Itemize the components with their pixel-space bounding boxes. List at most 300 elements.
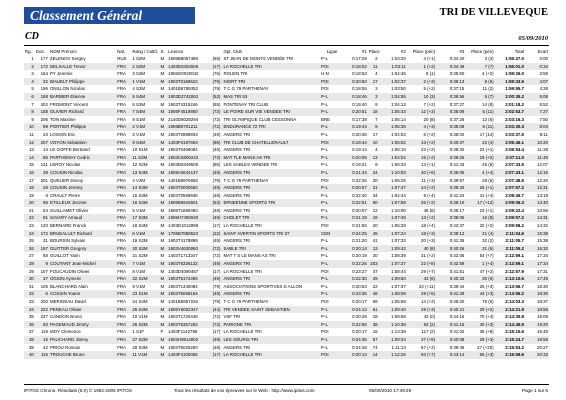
table-cell: 0:18:46 bbox=[338, 93, 367, 101]
table-cell: 0:39:06 bbox=[436, 214, 465, 222]
table-cell: 0:41:15 bbox=[436, 321, 465, 329]
table-cell: 1906A0644137 bbox=[167, 169, 211, 177]
table-cell: (72) bbox=[212, 321, 223, 329]
table-cell: 3 bbox=[368, 93, 379, 101]
table-cell: 81 bbox=[35, 214, 49, 222]
table-cell: 2 bbox=[375, 56, 378, 61]
table-cell: 20 bbox=[372, 223, 378, 229]
table-cell: 0:00 bbox=[539, 56, 548, 61]
table-cell: 10 S1M bbox=[132, 147, 148, 153]
table-cell: 5:08 bbox=[525, 93, 549, 101]
table-cell: ANGERS TRI bbox=[223, 238, 251, 244]
table-cell: P-L bbox=[320, 123, 338, 131]
table-row bbox=[24, 237, 549, 245]
table-cell: 2:11:05.2 bbox=[495, 245, 525, 253]
table-cell: 40 bbox=[24, 351, 35, 359]
table-cell: 117 (2) bbox=[421, 329, 436, 335]
table-cell: 27 bbox=[28, 253, 34, 259]
table-cell: 20 S3M bbox=[131, 245, 152, 253]
table-cell: FRA bbox=[117, 253, 126, 259]
table-cell: PAGEMAUD Jimmy bbox=[49, 321, 116, 329]
table-cell: 2:14:35.8 bbox=[505, 314, 524, 320]
table-cell: 16:32 bbox=[525, 245, 549, 253]
table-cell: 0:37:27 bbox=[449, 101, 465, 107]
table-cell bbox=[152, 101, 160, 109]
table-cell: 3 S2M bbox=[132, 71, 146, 77]
table-cell: 1:04:02 bbox=[379, 154, 407, 162]
table-cell: 19 bbox=[28, 192, 34, 198]
table-cell: ANGERS TRI bbox=[222, 184, 320, 192]
table-cell: 1903T0569936 bbox=[168, 192, 198, 198]
table-cell: 14 S3M bbox=[131, 184, 152, 192]
table-cell: (49) bbox=[212, 290, 223, 298]
table-cell: ANGERS TRI bbox=[223, 207, 251, 213]
table-row bbox=[24, 78, 549, 86]
table-cell: 13 bbox=[28, 147, 34, 153]
table-cell: M bbox=[160, 71, 165, 77]
table-cell: 0:17:29 bbox=[352, 56, 367, 61]
table-cell: P-L bbox=[320, 321, 338, 329]
table-cell: 1903T6068164 bbox=[167, 290, 211, 298]
table-cell: 172 bbox=[35, 63, 49, 71]
table-cell: (72) bbox=[212, 253, 221, 259]
table-cell: 2:03:16.3 bbox=[505, 116, 524, 122]
table-cell: 13 bbox=[368, 245, 379, 253]
table-row bbox=[24, 207, 549, 215]
table-cell: 8 (1) bbox=[426, 71, 436, 77]
table-cell: 20 bbox=[24, 199, 35, 207]
table-cell: (44) bbox=[212, 306, 223, 314]
table-cell: 0:39:26 bbox=[436, 154, 465, 162]
table-cell: (79) bbox=[212, 78, 223, 86]
table-cell: 2:13:56.7 bbox=[505, 283, 524, 289]
table-cell: 0:39:12 bbox=[436, 230, 465, 238]
table-row bbox=[24, 290, 549, 298]
table-cell bbox=[152, 245, 160, 253]
table-cell bbox=[152, 321, 160, 329]
table-cell: 2:14:45.9 bbox=[495, 321, 525, 329]
table-header bbox=[24, 47, 549, 55]
table-cell: 13:40 bbox=[525, 199, 549, 207]
table-row bbox=[24, 336, 549, 344]
table-cell: 9 S4M bbox=[131, 139, 152, 147]
table-cell: P-L bbox=[321, 207, 328, 213]
table-cell: 45 (9) bbox=[482, 162, 494, 168]
table-cell: ANGERS TRI bbox=[222, 290, 320, 298]
table-cell: 1403D4090467 bbox=[168, 268, 199, 274]
table-cell: (49) bbox=[212, 275, 223, 283]
table-cell: 86 bbox=[35, 154, 49, 162]
table-cell: 14 bbox=[368, 351, 379, 359]
table-cell: M bbox=[160, 299, 165, 304]
table-cell: 2:07:43.1 bbox=[495, 169, 525, 177]
table-cell: M bbox=[160, 108, 168, 116]
header-divider bbox=[24, 45, 549, 46]
table-cell: 22 bbox=[24, 214, 35, 222]
table-cell: 6 bbox=[24, 93, 35, 101]
table-cell: 203 bbox=[368, 260, 379, 268]
table-cell: 2:15:59.6 bbox=[495, 351, 525, 359]
table-cell: P-L bbox=[320, 306, 338, 314]
table-cell: 1401B6789352 bbox=[168, 86, 198, 92]
table-cell: 28 (+3) bbox=[465, 336, 494, 344]
table-cell: 2:07:48.5 bbox=[505, 177, 524, 183]
table-cell: 1903C6800243 bbox=[167, 154, 211, 162]
table-cell: ZELENOV Sergey bbox=[49, 56, 86, 61]
table-cell: 1 V1M bbox=[131, 78, 152, 86]
table-cell: 18 (+4) bbox=[421, 223, 436, 229]
table-cell: 1403F4100056 bbox=[167, 351, 211, 359]
table-cell: 0:19:44 bbox=[338, 139, 367, 147]
table-body bbox=[24, 55, 549, 359]
table-cell: 4:07 bbox=[525, 78, 549, 86]
table-cell: GUITTER Gregory bbox=[49, 245, 116, 253]
table-cell: (79) bbox=[212, 283, 221, 289]
table-cell: ANGERS TRI bbox=[222, 169, 320, 177]
table-cell: LE POIRE SUR VIE VENDEE TRI bbox=[222, 108, 320, 116]
table-cell bbox=[152, 306, 160, 314]
table-cell: 19 S2M bbox=[132, 238, 148, 244]
table-cell: 0:21:56 bbox=[352, 223, 367, 229]
table-row bbox=[24, 184, 549, 192]
table-cell: 0:23:35 bbox=[338, 290, 367, 298]
table-cell: POI bbox=[321, 177, 329, 183]
table-cell: 0:20:19 bbox=[352, 253, 367, 259]
table-cell: 1:09:34 bbox=[379, 336, 407, 344]
table-cell: 1:04:44 bbox=[391, 192, 406, 198]
table-cell: 26 (+2) bbox=[407, 199, 436, 207]
footer-timestamp: 05/09/2010 17:49:29 bbox=[369, 388, 412, 393]
table-cell: 14 (8) bbox=[482, 101, 494, 107]
table-cell: ANGERS TRI bbox=[223, 131, 251, 137]
table-cell: M bbox=[160, 78, 168, 86]
table-cell: 0:20:36 bbox=[352, 131, 367, 137]
table-cell: 37 bbox=[35, 275, 49, 283]
table-cell: MAT T S LE MANS AS TRI bbox=[223, 253, 276, 259]
table-cell: FRA bbox=[116, 93, 131, 101]
table-cell: 0:20:14 bbox=[338, 245, 367, 253]
table-cell: RUS bbox=[117, 56, 127, 61]
table-cell: 1:09:50 bbox=[379, 275, 407, 283]
table-cell: 8 bbox=[24, 108, 35, 116]
table-cell: 1:07:37 bbox=[379, 260, 407, 268]
table-cell: 4:28 bbox=[539, 86, 548, 92]
table-cell: ASSOCIATIONS SPORTIVES D ALLON bbox=[223, 283, 303, 289]
table-cell: 1903T6174496 bbox=[167, 275, 211, 283]
table-cell: 41 (+4) bbox=[479, 192, 494, 198]
table-cell: M bbox=[160, 253, 165, 259]
table-cell: (49) bbox=[212, 131, 221, 137]
table-cell: P-L bbox=[320, 260, 338, 268]
table-row bbox=[24, 351, 549, 359]
table-cell: LE GOFFE Bertrand bbox=[49, 147, 90, 153]
table-row bbox=[24, 313, 549, 321]
table-cell: (17) bbox=[212, 329, 221, 335]
table-cell: FRA bbox=[117, 344, 126, 350]
table-cell: 18:30 bbox=[525, 290, 549, 298]
table-row bbox=[24, 328, 549, 336]
table-cell: P-L bbox=[321, 192, 328, 198]
table-cell: 38 bbox=[368, 321, 379, 329]
table-cell: ETILLEUX Jerome bbox=[49, 199, 116, 207]
table-cell: 19 bbox=[368, 214, 379, 222]
table-cell: 1:55:27.0 bbox=[505, 56, 524, 61]
table-cell: 16 bbox=[24, 169, 35, 177]
table-cell: 20:33 bbox=[525, 351, 549, 359]
table-cell: FOUCAUDIN Olivier bbox=[49, 268, 90, 274]
table-cell: 0:17:38 bbox=[352, 116, 367, 122]
table-cell: M bbox=[160, 162, 165, 168]
table-cell: LA ROCHELLE TRI bbox=[222, 63, 320, 71]
table-cell: FRA bbox=[116, 245, 131, 253]
table-cell: 35 bbox=[28, 314, 34, 320]
table-cell: 18:30 bbox=[537, 283, 548, 289]
table-row bbox=[24, 268, 549, 276]
table-cell: 7 (7) bbox=[465, 63, 494, 71]
table-cell: 0:34:20 bbox=[449, 56, 465, 61]
table-cell: 67 (+2) bbox=[421, 344, 436, 350]
table-cell: 5 (11) bbox=[465, 108, 494, 116]
table-cell: LA ROCHELLE TRI bbox=[223, 223, 262, 229]
footer-weblink: Tous les résultats de vos épreuves sur le Web : http://www.ipitos.com bbox=[174, 388, 315, 393]
table-cell: BRE bbox=[321, 116, 331, 122]
table-cell: 12 bbox=[372, 207, 378, 213]
table-cell bbox=[152, 177, 160, 185]
table-cell: (79) bbox=[212, 299, 221, 304]
table-cell bbox=[152, 260, 160, 268]
table-cell: SABLE TRI bbox=[222, 245, 320, 253]
table-cell: 21 (4) bbox=[465, 230, 494, 238]
table-cell: 15 (+2) bbox=[407, 154, 436, 162]
table-cell: 0:20:28 bbox=[352, 314, 367, 320]
table-cell: 15 bbox=[35, 336, 49, 344]
table-cell: 12 S2M bbox=[132, 162, 148, 168]
table-cell: 1903T0169622 bbox=[167, 78, 211, 86]
table-cell: 50 bbox=[368, 199, 379, 207]
table-cell: 172 bbox=[35, 230, 49, 238]
table-cell: 5 (+2) bbox=[423, 86, 436, 92]
table-row bbox=[24, 214, 549, 222]
table-cell bbox=[152, 131, 160, 139]
table-cell: 0:20:17 bbox=[352, 299, 367, 304]
table-cell: 22 (+11) bbox=[418, 283, 436, 289]
table-cell: P-L bbox=[321, 56, 328, 61]
table-cell bbox=[152, 313, 160, 321]
table-row bbox=[24, 85, 549, 93]
table-row bbox=[24, 154, 549, 162]
table-cell: 69 bbox=[372, 299, 378, 304]
table-cell: 29 (+3) bbox=[407, 306, 436, 314]
table-cell: 0:40:07 bbox=[436, 139, 465, 147]
col-header: Ecart bbox=[537, 48, 548, 54]
table-cell: (49) bbox=[212, 214, 223, 222]
table-cell: 9 (+4) bbox=[423, 192, 436, 198]
table-cell: 45 bbox=[368, 230, 379, 238]
table-cell: 29 bbox=[368, 275, 379, 283]
table-cell: 66 (+3) bbox=[465, 351, 494, 359]
table-cell: 1:05:36 bbox=[379, 123, 407, 131]
table-cell: 2:09:06.3 bbox=[495, 199, 525, 207]
table-cell: 196 bbox=[40, 86, 48, 92]
table-cell: 17 (14) bbox=[479, 131, 494, 137]
table-cell: 31 (+2) bbox=[421, 253, 436, 259]
table-cell: (79) bbox=[212, 86, 221, 92]
table-row bbox=[24, 169, 549, 177]
table-cell: 2:09:57.2 bbox=[495, 214, 525, 222]
table-cell: 14:31 bbox=[525, 214, 549, 222]
table-cell: 15 bbox=[28, 162, 34, 168]
table-row bbox=[24, 108, 549, 116]
table-cell: 4 S2M bbox=[132, 86, 146, 92]
table-cell bbox=[152, 199, 160, 207]
table-cell: POI bbox=[320, 63, 338, 71]
table-cell: 1906B8067489 bbox=[168, 56, 198, 61]
table-cell: 0:41:24 bbox=[449, 192, 465, 198]
table-cell: PARIGNE TRI bbox=[222, 321, 320, 329]
table-cell: 5 V1M bbox=[132, 207, 146, 213]
table-cell: 43 (6) bbox=[407, 275, 436, 283]
table-cell: 21 bbox=[368, 184, 379, 192]
table-cell: 7:50 bbox=[539, 116, 548, 122]
table-cell: 6 S3M bbox=[132, 101, 146, 107]
table-cell: 0:38:08 bbox=[436, 123, 465, 131]
table-cell: 30 bbox=[24, 275, 35, 283]
table-cell: 1:07:37 bbox=[391, 283, 406, 289]
table-cell: FRA bbox=[116, 336, 131, 344]
table-cell: 0:39:49 bbox=[449, 344, 465, 350]
table-cell: 0:20:05 bbox=[338, 154, 367, 162]
table-cell: 0:41:43 bbox=[449, 162, 465, 168]
table-cell: 29 (+2) bbox=[465, 306, 494, 314]
table-cell: FRA bbox=[116, 139, 131, 147]
table-cell: 0:39:17 bbox=[449, 207, 465, 213]
table-cell: 3 V1M bbox=[132, 131, 146, 137]
table-cell: (49) bbox=[212, 169, 223, 177]
table-cell: FRA bbox=[117, 162, 126, 168]
table-cell: 93 bbox=[35, 321, 49, 329]
table-cell: (17) bbox=[212, 268, 221, 274]
table-row bbox=[24, 101, 549, 109]
table-cell: 0:20:14 bbox=[338, 351, 367, 359]
table-cell: COUTANT Jean-Michel bbox=[49, 260, 116, 268]
table-cell: 15:38 bbox=[525, 230, 549, 238]
table-cell: 1706B7859523 bbox=[167, 230, 211, 238]
table-cell: FRA bbox=[116, 78, 131, 86]
table-cell: ANGERS TRI bbox=[222, 275, 320, 283]
col-header: #2 bbox=[400, 48, 406, 54]
col-header: #1 bbox=[361, 48, 367, 54]
table-cell: (53) bbox=[212, 93, 223, 101]
col-header: Nat. bbox=[117, 48, 126, 54]
table-cell: FRA bbox=[116, 306, 131, 314]
table-cell: FRA bbox=[117, 192, 126, 198]
col-header: Place bbox=[368, 48, 380, 54]
table-cell: 1403T1713347 bbox=[168, 253, 198, 259]
table-row bbox=[24, 131, 549, 139]
table-cell: FRA bbox=[116, 184, 131, 192]
table-cell: 30 (6) bbox=[465, 275, 494, 283]
table-cell: 1 (+4) bbox=[465, 260, 494, 268]
table-cell: 76 (6) bbox=[482, 299, 494, 304]
col-header: NOM Prénom bbox=[49, 48, 77, 54]
table-cell: 31 bbox=[28, 283, 34, 289]
table-cell: FRA bbox=[116, 275, 131, 283]
table-cell: 0:41:35 bbox=[449, 238, 465, 244]
table-cell: (49) bbox=[212, 192, 221, 198]
table-cell: 4 bbox=[375, 147, 378, 153]
col-header: Opt. Club bbox=[223, 48, 242, 54]
table-cell bbox=[152, 290, 160, 298]
table-cell: 0:18:53 bbox=[352, 71, 367, 77]
table-cell: 18:55 bbox=[525, 306, 549, 314]
table-cell: 0:39:32 bbox=[449, 147, 465, 153]
table-cell: 2:07:33.5 bbox=[505, 162, 524, 168]
table-cell: (72) bbox=[212, 314, 221, 320]
table-cell: PARTHENAY Cedric bbox=[49, 154, 116, 162]
table-cell: 10 V1M bbox=[132, 314, 148, 320]
table-cell: 43 (0) bbox=[423, 314, 436, 320]
table-cell: 1903T6326132 bbox=[167, 260, 211, 268]
table-cell: FRA bbox=[117, 299, 126, 304]
table-cell: NIORT TRI bbox=[222, 78, 320, 86]
table-cell: 23 (+2) bbox=[421, 147, 436, 153]
table-cell: 53 bbox=[43, 207, 48, 213]
table-cell: 1903T1720448 bbox=[168, 314, 198, 320]
table-cell: POI bbox=[321, 299, 329, 304]
table-cell: 19:09 bbox=[537, 314, 548, 320]
table-cell: T C G 79 PARTHENAY bbox=[223, 86, 269, 92]
table-cell: 14:32 bbox=[537, 223, 548, 229]
table-cell: DELSALLE Trevor bbox=[49, 63, 116, 71]
table-cell: 8:11 bbox=[539, 131, 548, 137]
table-cell: 1903D2742062 bbox=[167, 93, 211, 101]
table-cell bbox=[152, 184, 160, 192]
table-cell: 164 bbox=[40, 71, 48, 77]
table-cell bbox=[152, 139, 160, 147]
table-row bbox=[24, 245, 549, 253]
table-cell: FRA bbox=[117, 268, 126, 274]
table-cell: P-L bbox=[320, 169, 338, 177]
table-cell: M bbox=[160, 86, 165, 92]
table-cell: 2:00:35.2 bbox=[495, 93, 525, 101]
table-cell: (49) bbox=[212, 344, 221, 350]
table-cell: 28 bbox=[24, 260, 35, 268]
table-row bbox=[24, 222, 549, 230]
table-cell: GUILLOT Yann bbox=[49, 253, 80, 259]
table-cell: 24 S4M bbox=[132, 299, 148, 304]
table-cell: FRA bbox=[117, 207, 126, 213]
table-cell: 1403D1012999 bbox=[168, 223, 199, 229]
table-cell: (85) bbox=[212, 162, 221, 168]
table-cell: 1903T0889933 bbox=[168, 131, 198, 137]
table-cell: 1903T4178899 bbox=[168, 238, 198, 244]
table-cell: 28 (6) bbox=[482, 177, 494, 183]
table-cell: 8 V1M bbox=[132, 268, 146, 274]
table-cell: P-L bbox=[320, 184, 338, 192]
event-name: TRI DE VILLEVEQUE bbox=[439, 7, 548, 18]
table-cell: POI bbox=[320, 78, 338, 86]
col-header: S. bbox=[160, 48, 165, 54]
table-cell: 0:18:55 bbox=[352, 86, 367, 92]
table-cell: 1 (+2) bbox=[407, 63, 436, 71]
table-row bbox=[24, 63, 549, 71]
table-cell: PAUCHARD Jimmy bbox=[49, 336, 116, 344]
table-cell: M bbox=[160, 192, 165, 198]
table-cell: 0:42:06 bbox=[449, 253, 465, 259]
table-row bbox=[24, 321, 549, 329]
table-cell: 3 bbox=[31, 71, 34, 77]
table-cell: M bbox=[160, 177, 165, 183]
